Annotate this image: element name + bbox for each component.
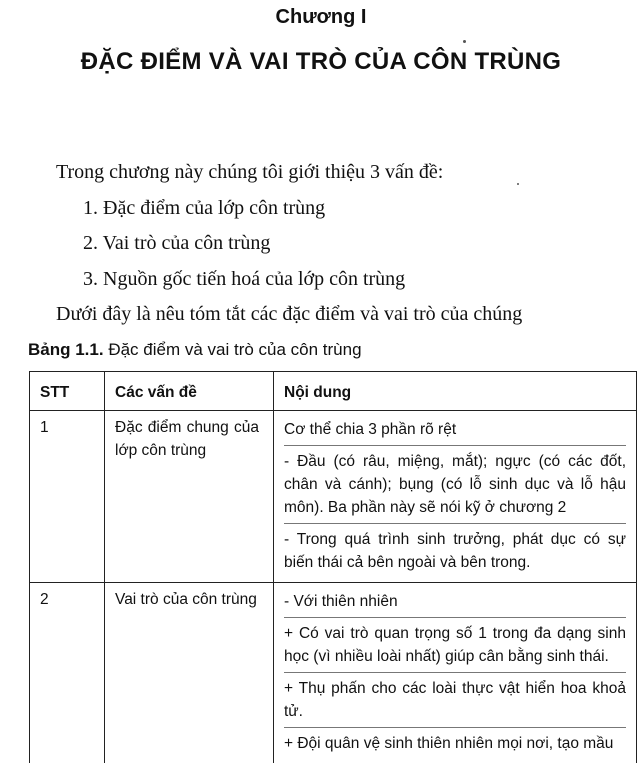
- intro-item-3: 3. Nguồn gốc tiến hoá của lớp côn trùng: [83, 268, 405, 291]
- header-stt: STT: [30, 372, 105, 411]
- header-issue: Các vấn đề: [105, 372, 274, 411]
- issue-text: Đặc điểm chung của lớp côn trùng: [115, 416, 263, 462]
- header-content: Nội dung: [274, 372, 637, 411]
- content-block: - Trong quá trình sinh trưởng, phát dục có sự biến thái cả bên ngoài và bên trong.: [284, 523, 626, 578]
- content-block: + Thụ phấn cho các loài thực vật hiển hoa khoả tử.: [284, 672, 626, 727]
- speck-mark: [463, 40, 466, 43]
- content-block: + Có vai trò quan trọng số 1 trong đa dạng sinh học (vì nhiều loài nhất) giúp cân bằng sinh thái.: [284, 617, 626, 672]
- table-caption-text: Đặc điểm và vai trò của côn trùng: [104, 340, 362, 359]
- table-row: [30, 583, 637, 763]
- content-block: Cơ thể chia 3 phần rõ rệt: [284, 416, 626, 445]
- speck-mark: [517, 183, 519, 185]
- characteristics-table: [29, 371, 637, 763]
- intro-item-1: 1. Đặc điểm của lớp côn trùng: [83, 197, 325, 220]
- table-caption-label: Bảng 1.1.: [28, 340, 104, 359]
- table-row: [30, 411, 637, 583]
- intro-lead: Trong chương này chúng tôi giới thiệu 3 vấn đề:: [56, 161, 443, 184]
- issue-text: Vai trò của côn trùng: [115, 588, 263, 611]
- content-block: - Đầu (có râu, miệng, mắt); ngực (có các đốt, chân và cánh); bụng (có lỗ sinh dục và lỗ hậu môn). Ba phần này sẽ nói kỹ ở chương 2: [284, 445, 626, 523]
- content-block: + Đội quân vệ sinh thiên nhiên mọi nơi, tạo mầu: [284, 727, 626, 759]
- chapter-title: ĐẶC ĐIỂM VÀ VAI TRÒ CỦA CÔN TRÙNG: [0, 48, 642, 76]
- intro-summary: Dưới đây là nêu tóm tắt các đặc điểm và vai trò của chúng: [56, 303, 522, 326]
- row-issue: [105, 583, 274, 763]
- chapter-label: Chương I: [0, 6, 642, 29]
- table-caption: [28, 340, 362, 360]
- content-block: - Với thiên nhiên: [284, 588, 626, 617]
- row-stt: 2: [30, 583, 105, 763]
- row-stt: 1: [30, 411, 105, 583]
- table-header-row: [30, 372, 637, 411]
- row-content: [274, 583, 637, 763]
- row-content: [274, 411, 637, 583]
- intro-item-2: 2. Vai trò của côn trùng: [83, 232, 270, 255]
- row-issue: [105, 411, 274, 583]
